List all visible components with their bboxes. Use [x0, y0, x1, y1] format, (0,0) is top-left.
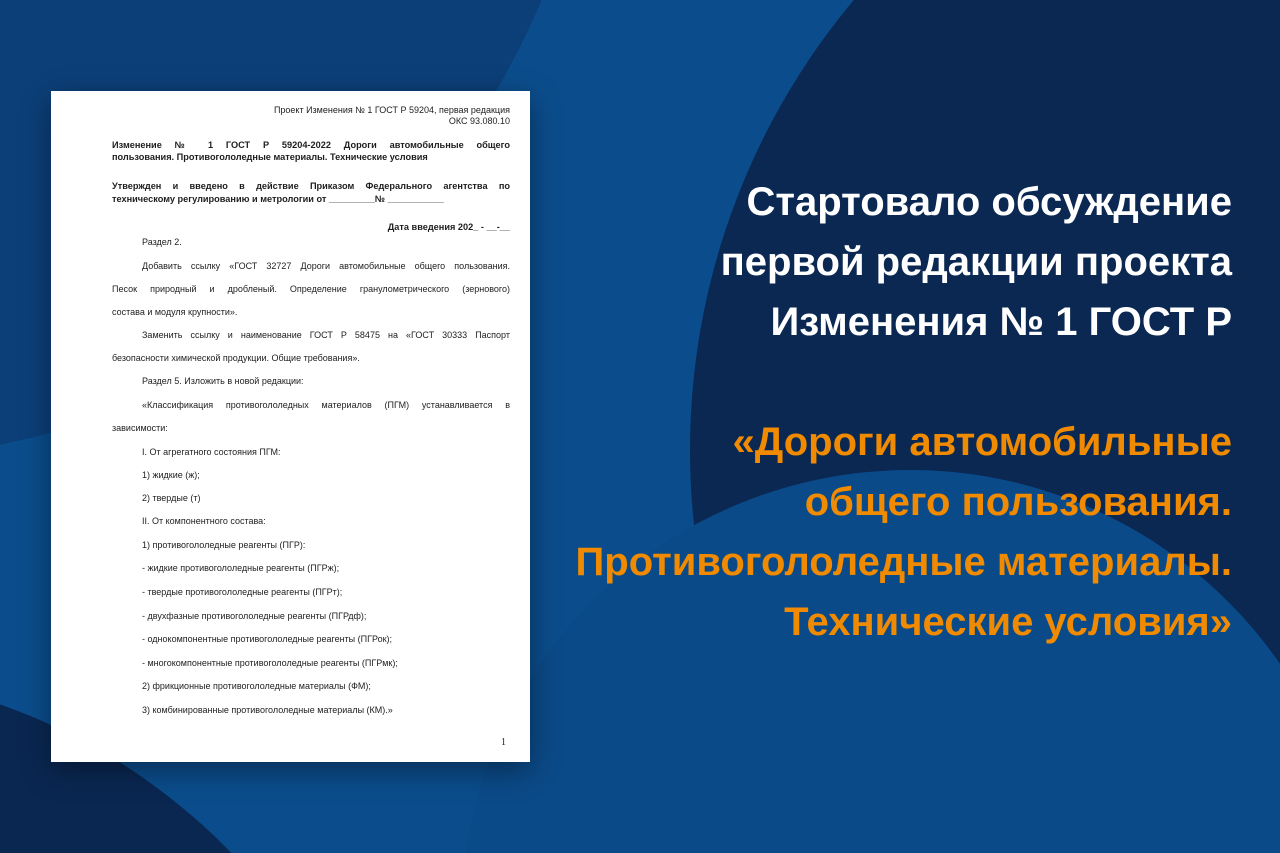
document-line: безопасности химической продукции. Общие требования». — [112, 353, 360, 363]
document-line: - многокомпонентные противогололедные реагенты (ПГРмк); — [142, 658, 398, 668]
document-line: 1) жидкие (ж); — [142, 470, 200, 480]
document-line: 2) фрикционные противогололедные материалы (ФМ); — [142, 681, 371, 691]
document-line: Заменить ссылку и наименование ГОСТ Р 58475 на «ГОСТ 30333 Паспорт — [142, 330, 510, 340]
document-line: «Классификация противогололедных материалов (ПГМ) устанавливается в — [142, 400, 510, 410]
page-number: 1 — [501, 737, 506, 748]
document-line: Раздел 5. Изложить в новой редакции: — [142, 376, 304, 386]
document-line: I. От агрегатного состояния ПГМ: — [142, 447, 281, 457]
document-line: - жидкие противогололедные реагенты (ПГРж); — [142, 563, 340, 573]
document-page-image — [51, 91, 530, 762]
document-header: Проект Изменения № 1 ГОСТ Р 59204, первая редакция — [273, 105, 510, 115]
document-title: Изменение № 1 ГОСТ Р 59204-2022 Дороги автомобильные общего — [112, 140, 510, 150]
quote-line: общего пользования. — [804, 480, 1232, 524]
document-approval: техническому регулированию и метрологии от _________№ ___________ — [112, 194, 444, 204]
document-name-quote — [512, 412, 1232, 652]
quote-line: «Дороги автомобильные — [732, 420, 1232, 464]
document-classifier: ОКС 93.080.10 — [448, 116, 510, 126]
document-line: Раздел 2. — [142, 237, 182, 247]
document-line: - твердые противогололедные реагенты (ПГРт); — [142, 587, 343, 597]
quote-line: Противогололедные материалы. — [575, 540, 1232, 584]
document-line: - двухфазные противогололедные реагенты (ПГРдф); — [142, 611, 367, 621]
headline-line: Изменения № 1 ГОСТ Р — [770, 300, 1232, 344]
document-date: Дата введения 202_ - __-__ — [387, 222, 510, 232]
document-line: 3) комбинированные противогололедные материалы (КМ).» — [142, 705, 393, 715]
document-line: зависимости: — [112, 423, 168, 433]
document-line: Добавить ссылку «ГОСТ 32727 Дороги автомобильные общего пользования. — [142, 261, 510, 271]
headline — [592, 172, 1232, 352]
document-line: - однокомпонентные противогололедные реагенты (ПГРок); — [142, 634, 393, 644]
document-approval: Утвержден и введено в действие Приказом Федерального агентства по — [112, 181, 510, 191]
headline-line: Стартовало обсуждение — [746, 180, 1232, 224]
headline-line: первой редакции проекта — [720, 240, 1232, 284]
document-title: пользования. Противогололедные материалы. Технические условия — [112, 152, 428, 162]
document-line: II. От компонентного состава: — [142, 516, 266, 526]
document-line: состава и модуля крупности». — [112, 307, 238, 317]
document-line: 2) твердые (т) — [142, 493, 201, 503]
document-line: 1) противогололедные реагенты (ПГР): — [142, 540, 306, 550]
quote-line: Технические условия» — [784, 600, 1232, 644]
document-line: Песок природный и дробленый. Определение гранулометрического (зернового) — [112, 284, 510, 294]
